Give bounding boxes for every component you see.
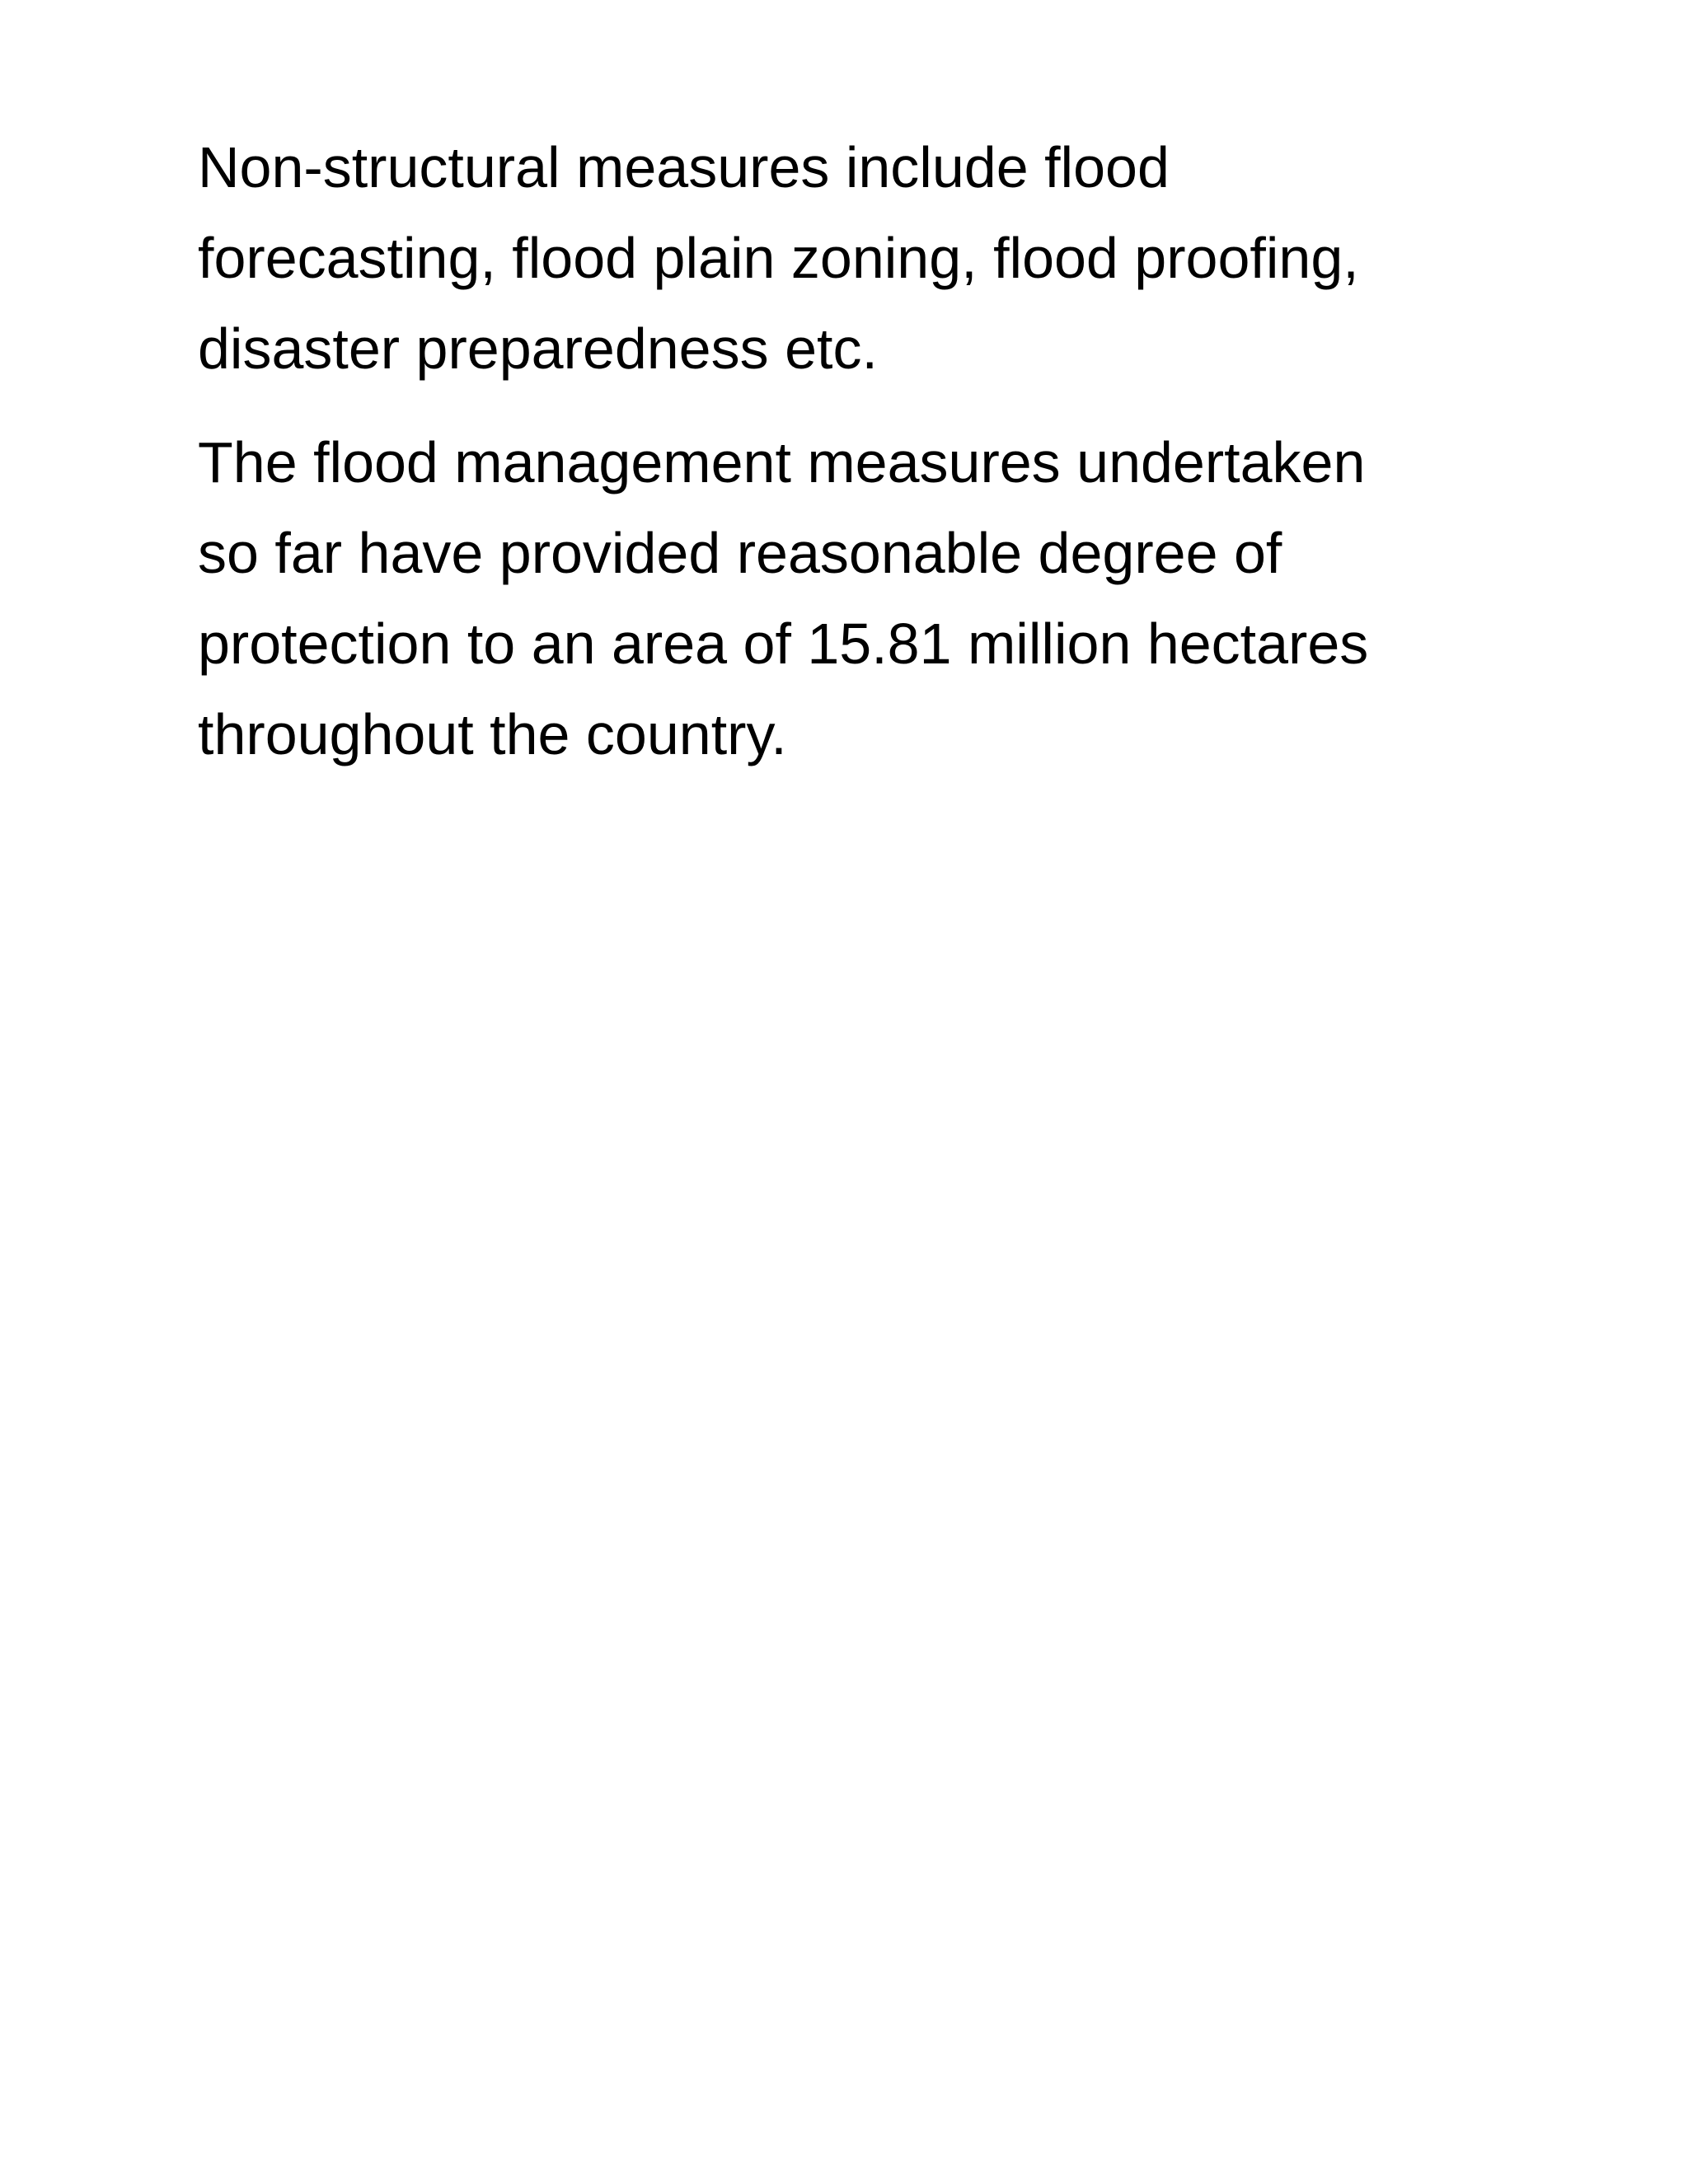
paragraph-line: protection to an area of 15.81 million hectares	[198, 612, 1369, 676]
paragraph-line: throughout the country.	[198, 702, 787, 766]
paragraph-line: Non-structural measures include flood	[198, 135, 1170, 199]
paragraph-2	[198, 417, 1533, 780]
paragraph-1	[198, 122, 1533, 394]
paragraph-line: The flood management measures undertaken	[198, 430, 1366, 494]
paragraph-spacer	[198, 394, 1533, 417]
document-body	[198, 122, 1533, 780]
paragraph-line: forecasting, flood plain zoning, flood proofing,	[198, 226, 1359, 290]
paragraph-line: disaster preparedness etc.	[198, 316, 878, 381]
paragraph-line: so far have provided reasonable degree of	[198, 521, 1282, 585]
